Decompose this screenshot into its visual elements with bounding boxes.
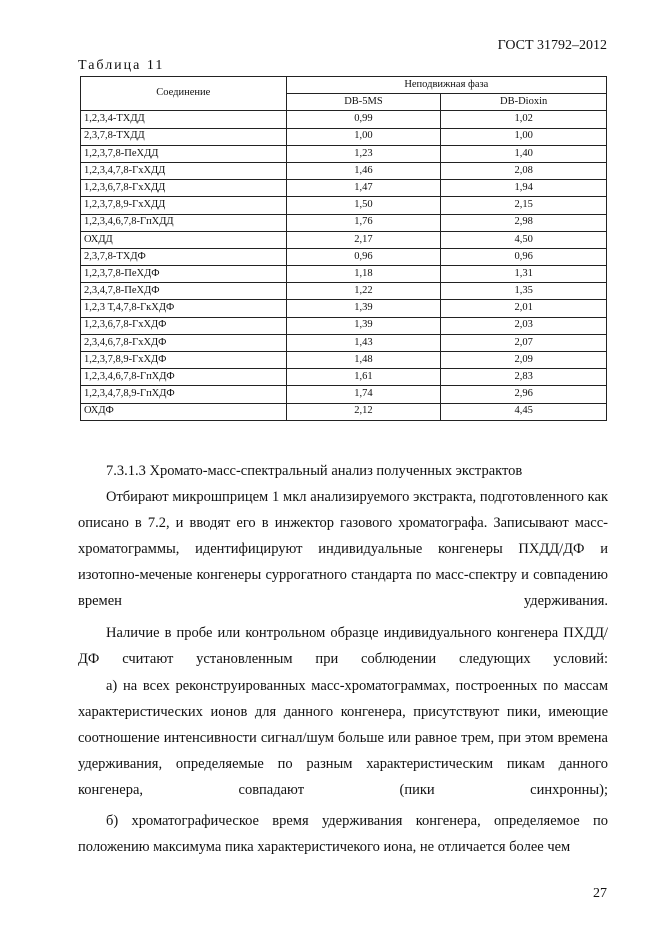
db5ms-value-cell: 1,23 — [286, 145, 441, 162]
table-row — [81, 128, 607, 145]
paragraph-condition-b: б) хроматографическое время удерживания конгенера, определяемое по положению максимума пика характеристичекого иона, не отличается более чем — [78, 813, 608, 855]
compound-name-cell: 1,2,3,6,7,8-ГхХДФ — [81, 317, 287, 334]
db5ms-value-cell: 1,74 — [286, 386, 441, 403]
table-row — [81, 300, 607, 317]
paragraph-condition-a: а) на всех реконструированных масс-хроматограммах, построенных по массам характеристических ионов для данного конгенера, присутствуют пики, имеющие соотношение интенсивности сигнал/шум больше или равное трем, при этом времена удерживания, определяемые по разным характеристическим пикам данного конгенера, совпадают (пики синхронны); — [78, 678, 608, 798]
table-caption: Таблица 11 — [78, 58, 165, 73]
db5ms-value-cell: 1,00 — [286, 128, 441, 145]
compound-name-cell: 1,2,3 Т,4,7,8-ГкХДФ — [81, 300, 287, 317]
table-row — [81, 352, 607, 369]
compound-name-cell: 1,2,3,4,7,8,9-ГпХДФ — [81, 386, 287, 403]
compound-name-cell: 1,2,3,6,7,8-ГхХДД — [81, 180, 287, 197]
compound-name-cell: 1,2,3,4,7,8-ГхХДД — [81, 162, 287, 179]
compound-name-cell: 2,3,7,8-ТХДФ — [81, 248, 287, 265]
dbdioxin-value-cell: 1,31 — [441, 266, 607, 283]
db5ms-value-cell: 0,96 — [286, 248, 441, 265]
db5ms-value-cell: 1,76 — [286, 214, 441, 231]
table-row — [81, 317, 607, 334]
table-row — [81, 266, 607, 283]
dbdioxin-value-cell: 1,35 — [441, 283, 607, 300]
compound-name-cell: 2,3,7,8-ТХДД — [81, 128, 287, 145]
dbdioxin-value-cell: 2,15 — [441, 197, 607, 214]
compound-name-cell: 1,2,3,4,6,7,8-ГпХДД — [81, 214, 287, 231]
table-row — [81, 214, 607, 231]
compound-name-cell: 1,2,3,7,8,9-ГхХДД — [81, 197, 287, 214]
table-row — [81, 403, 607, 420]
db5ms-value-cell: 1,22 — [286, 283, 441, 300]
compound-name-cell: 1,2,3,7,8-ПеХДД — [81, 145, 287, 162]
table-row — [81, 369, 607, 386]
db5ms-value-cell: 1,43 — [286, 334, 441, 351]
paragraph-presence-conditions: Наличие в пробе или контрольном образце индивидуального конгенера ПХДД/ДФ считают установленным при соблюдении следующих условий: — [78, 625, 608, 667]
table-row — [81, 180, 607, 197]
dbdioxin-value-cell: 1,02 — [441, 111, 607, 128]
dbdioxin-value-cell: 2,03 — [441, 317, 607, 334]
dbdioxin-value-cell: 4,50 — [441, 231, 607, 248]
db5ms-value-cell: 2,17 — [286, 231, 441, 248]
dbdioxin-value-cell: 4,45 — [441, 403, 607, 420]
dbdioxin-value-cell: 2,09 — [441, 352, 607, 369]
page-number: 27 — [593, 886, 607, 901]
table-row — [81, 248, 607, 265]
db5ms-value-cell: 1,61 — [286, 369, 441, 386]
table-row — [81, 386, 607, 403]
table-row — [81, 162, 607, 179]
table-row — [81, 283, 607, 300]
compound-column-header: Соединение — [81, 77, 287, 111]
dbdioxin-column-header: DB-Dioxin — [441, 94, 607, 111]
table-row — [81, 197, 607, 214]
retention-times-table — [80, 76, 607, 421]
stationary-phase-header: Неподвижная фаза — [286, 77, 606, 94]
dbdioxin-value-cell: 1,00 — [441, 128, 607, 145]
db5ms-value-cell: 1,18 — [286, 266, 441, 283]
db5ms-value-cell: 2,12 — [286, 403, 441, 420]
table-row — [81, 231, 607, 248]
dbdioxin-value-cell: 2,98 — [441, 214, 607, 231]
paragraph-sample-injection: Отбирают микрошприцем 1 мкл анализируемого экстракта, подготовленного как описано в 7.2, и вводят его в инжектор газового хроматографа. Записывают масс-хроматограммы, идентифицируют индивидуальные конгенеры ПХДД/ДФ и изотопно-меченые конгенеры суррогатного стандарта по масс-спектру и совпадению времен удерживания. — [78, 489, 608, 609]
dbdioxin-value-cell: 1,40 — [441, 145, 607, 162]
dbdioxin-value-cell: 2,83 — [441, 369, 607, 386]
compound-name-cell: ОХДД — [81, 231, 287, 248]
compound-name-cell: 1,2,3,4-ТХДД — [81, 111, 287, 128]
table-row — [81, 111, 607, 128]
dbdioxin-value-cell: 2,08 — [441, 162, 607, 179]
dbdioxin-value-cell: 1,94 — [441, 180, 607, 197]
compound-name-cell: 1,2,3,7,8-ПеХДФ — [81, 266, 287, 283]
dbdioxin-value-cell: 2,01 — [441, 300, 607, 317]
db5ms-column-header: DB-5MS — [286, 94, 441, 111]
compound-name-cell: 2,3,4,7,8-ПеХДФ — [81, 283, 287, 300]
dbdioxin-value-cell: 2,07 — [441, 334, 607, 351]
document-standard-number: ГОСТ 31792–2012 — [497, 38, 607, 53]
compound-name-cell: 1,2,3,4,6,7,8-ГпХДФ — [81, 369, 287, 386]
db5ms-value-cell: 1,47 — [286, 180, 441, 197]
compound-name-cell: ОХДФ — [81, 403, 287, 420]
db5ms-value-cell: 1,39 — [286, 317, 441, 334]
compound-name-cell: 2,3,4,6,7,8-ГхХДФ — [81, 334, 287, 351]
db5ms-value-cell: 1,39 — [286, 300, 441, 317]
table-row — [81, 145, 607, 162]
section-heading: 7.3.1.3 Хромато-масс-спектральный анализ полученных экстрактов — [106, 463, 523, 479]
db5ms-value-cell: 1,48 — [286, 352, 441, 369]
dbdioxin-value-cell: 0,96 — [441, 248, 607, 265]
db5ms-value-cell: 1,50 — [286, 197, 441, 214]
compound-name-cell: 1,2,3,7,8,9-ГхХДФ — [81, 352, 287, 369]
table-row — [81, 334, 607, 351]
db5ms-value-cell: 1,46 — [286, 162, 441, 179]
db5ms-value-cell: 0,99 — [286, 111, 441, 128]
dbdioxin-value-cell: 2,96 — [441, 386, 607, 403]
